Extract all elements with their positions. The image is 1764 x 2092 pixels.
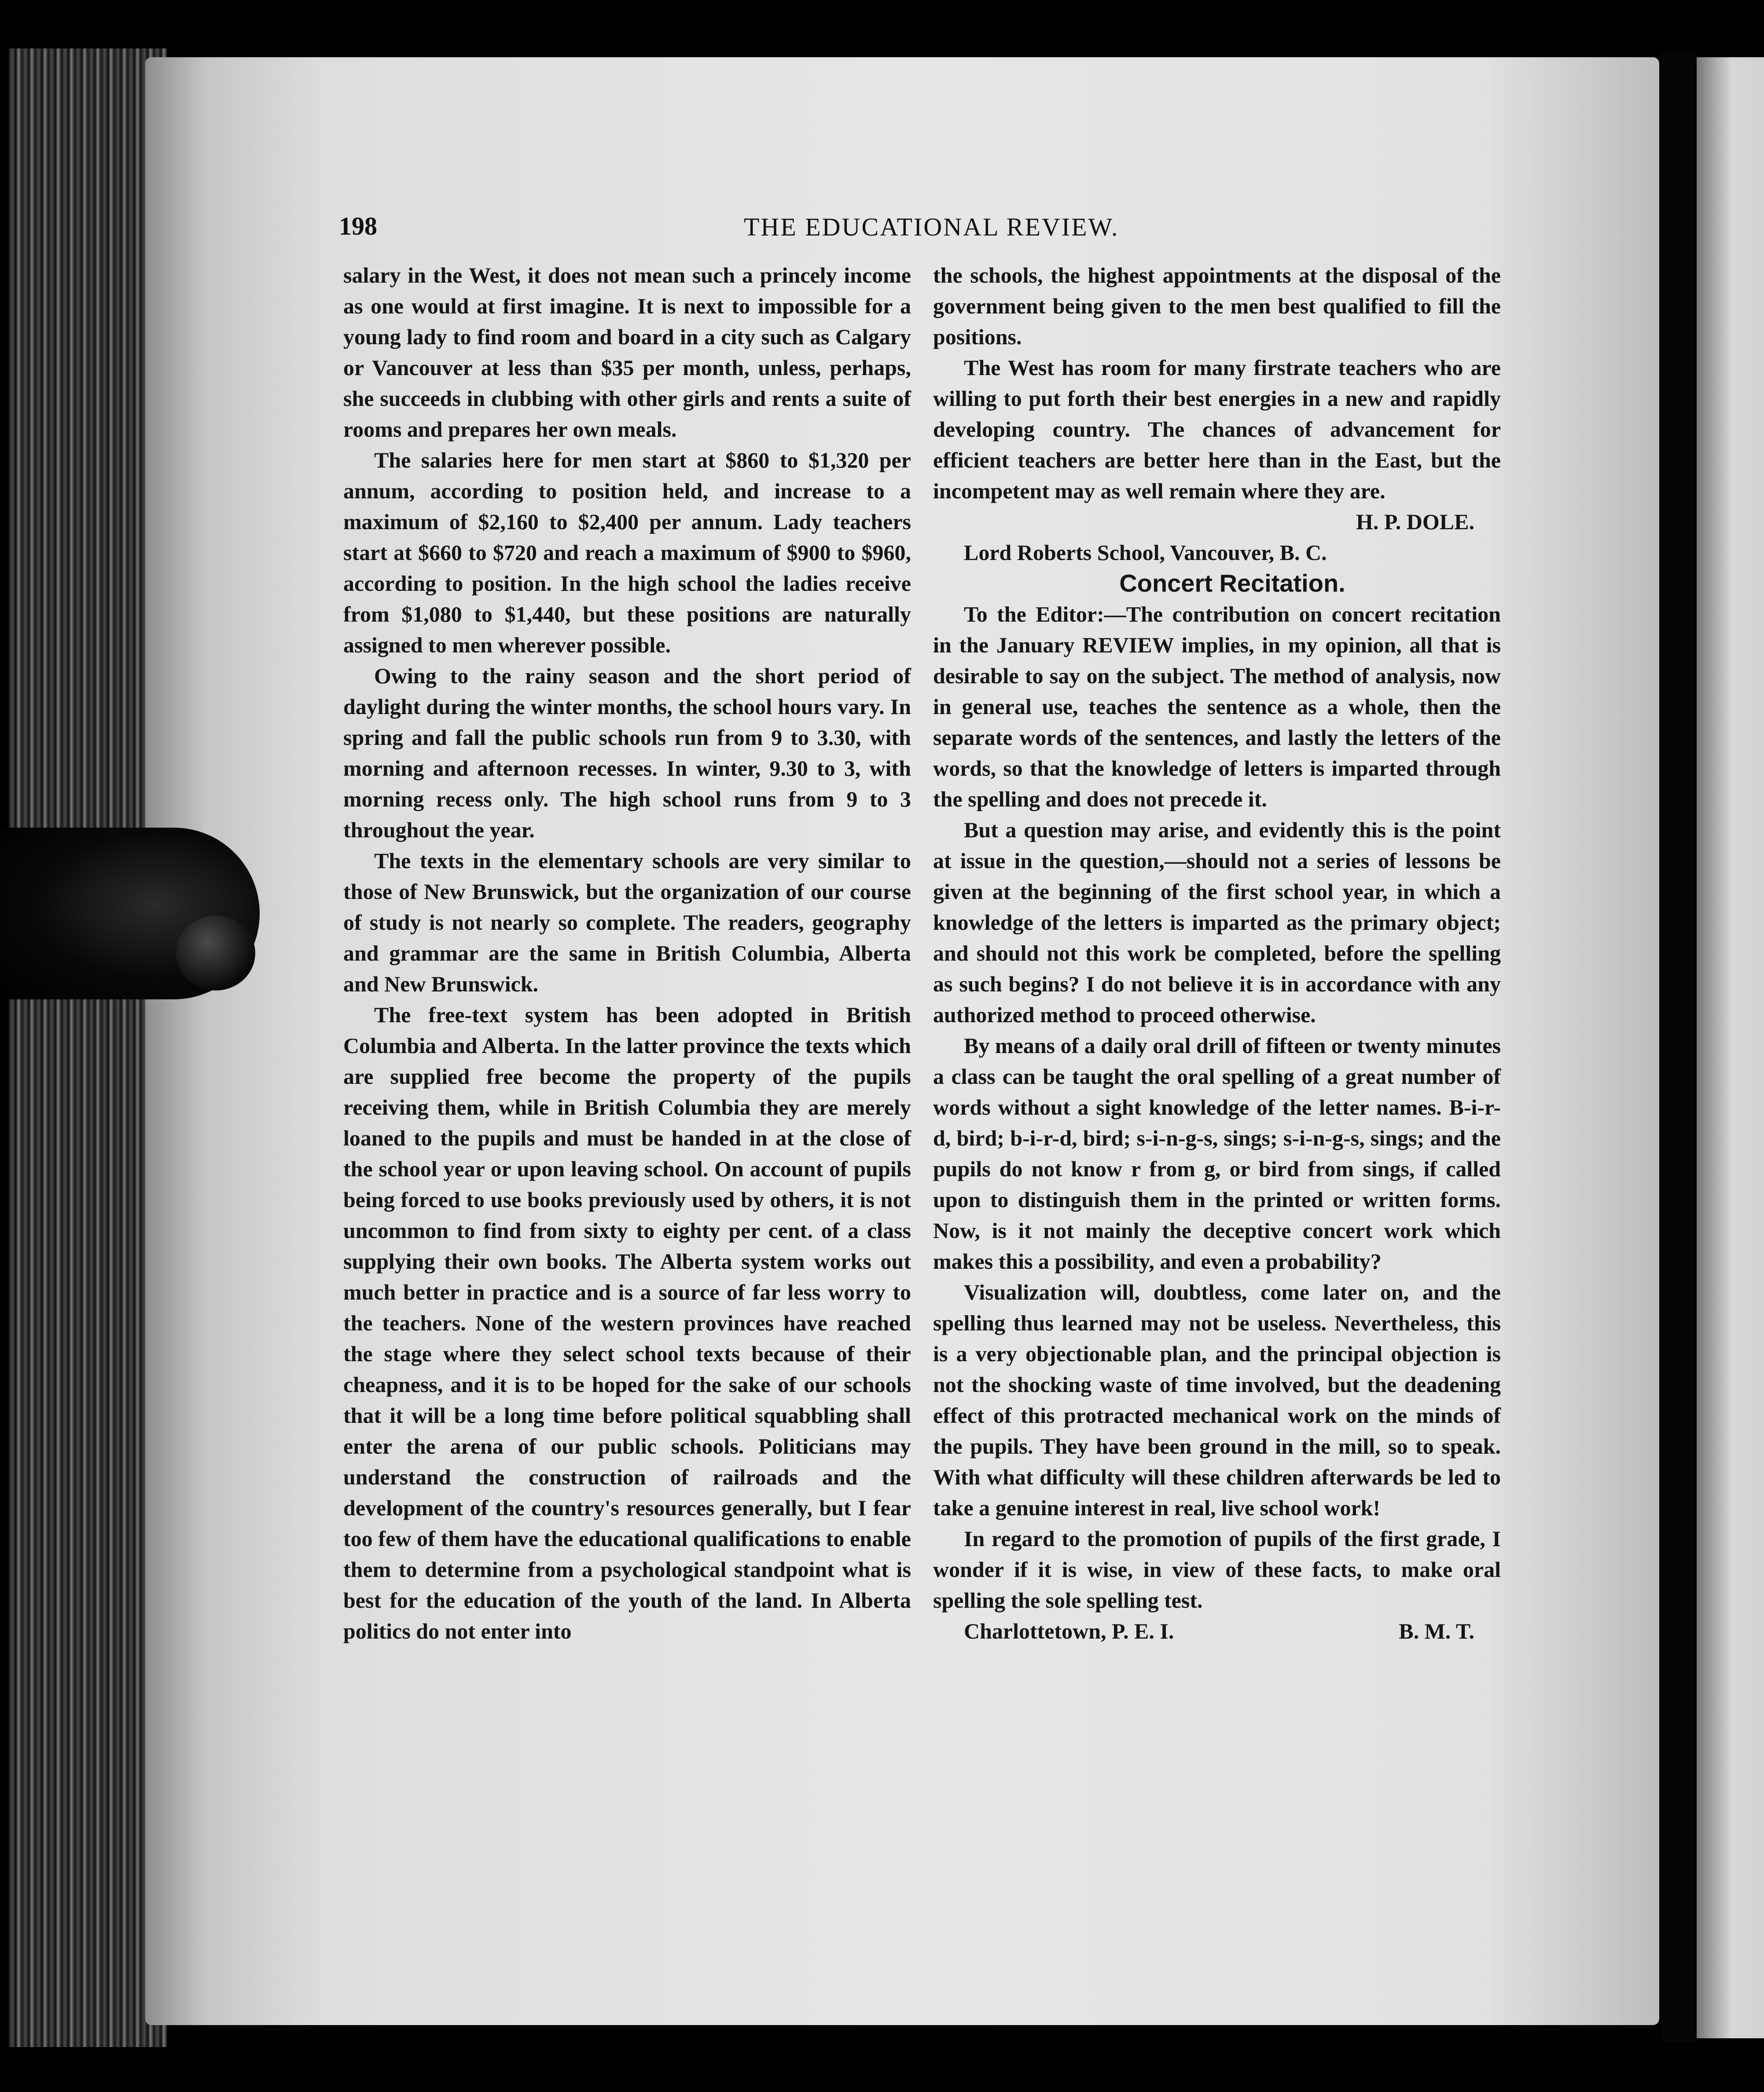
paragraph: To the Editor:—The contribution on concert recitation in the January REVIEW implies, in my opinion, all that is desirable to say on the subject. The method of analysis, now in general use, teaches the sentence as a whole, then the separate words of the sentences, and lastly the letters of the words, so that the knowledge of letters is imparted through the spelling and does not precede it. (933, 602, 1501, 811)
book-page-edges (9, 48, 167, 2047)
paragraph: In regard to the promotion of pupils of the first grade, I wonder if it is wise, in view of these facts, to make oral spelling the sole spelling test. (933, 1526, 1501, 1613)
left-column (343, 260, 911, 1646)
right-column (933, 260, 1501, 1646)
paragraph: By means of a daily oral drill of fifteen or twenty minutes a class can be taught the oral spelling of a great number of words without a sight knowledge of the letter names. B-i-r-d, bird; b-i-r-d, bird; s-i-n-g-s, sings; s-i-n-g-s, sings; and the pupils do not know r from g, or bird from sings, if called upon to distinguish them in the printed or written forms. Now, is it not mainly the deceptive concert work which makes this a possibility, and even a probability? (933, 1033, 1501, 1274)
paragraph: Owing to the rainy season and the short period of daylight during the winter months, the school hours vary. In spring and fall the public schools run from 9 to 3.30, with morning and afternoon recesses. In winter, 9.30 to 3, with morning recess only. The high school runs from 9 to 3 throughout the year. (343, 663, 911, 842)
letter-signature: B. M. T. (1399, 1619, 1474, 1643)
author-signature: H. P. DOLE. (1356, 509, 1474, 534)
paragraph: The free-text system has been adopted in British Columbia and Alberta. In the latter province the texts which are supplied free become the property of the pupils receiving them, while in British Columbia they are merely loaned to the pupils and must be handed in at the close of the school year or upon leaving school. On account of pupils being forced to use books previously used by others, it is not uncommon to find from sixty to eighty per cent. of a class supplying their own books. The Alberta system works out much better in practice and is a source of far less worry to the teachers. None of the western provinces have reached the stage where they select school texts because of their cheapness, and it is to be hoped for the sake of our schools that it will be a long time before political squabbling shall enter the arena of our public schools. Politicians may understand the construction of railroads and the development of the country's resources generally, but I fear too few of them have the educational qualifications to enable them to determine from a psychological standpoint what is best for the education of the youth of the land. In Alberta politics do not enter into (343, 1002, 911, 1643)
letter-signoff (933, 1616, 1501, 1646)
paragraph: The texts in the elementary schools are very similar to those of New Brunswick, but the organization of our course of study is not nearly so complete. The readers, geography and grammar are the same in British Columbia, Alberta and New Brunswick. (343, 848, 911, 996)
facing-page-edge (1686, 57, 1764, 2038)
paragraph: The salaries here for men start at $860 to $1,320 per annum, according to position held, and increase to a maximum of $2,160 to $2,400 per annum. Lady teachers start at $660 to $720 and reach a maximum of $900 to $960, according to position. In the high school the ladies receive from $1,080 to $1,440, but these positions are naturally assigned to men wherever possible. (343, 448, 911, 657)
paragraph: salary in the West, it does not mean such a princely income as one would at first imagine. It is next to impossible for a young lady to find room and board in a city such as Calgary or Vancouver at less than $35 per month, unless, perhaps, she succeeds in clubbing with other girls and rents a suite of rooms and prepares her own meals. (343, 263, 911, 442)
running-title: THE EDUCATIONAL REVIEW. (744, 213, 1119, 241)
page-header (339, 207, 1505, 247)
book-spine-shadow (1661, 53, 1697, 2043)
page-number: 198 (339, 212, 377, 240)
letter-place: Charlottetown, P. E. I. (964, 1619, 1174, 1643)
article-heading: Concert Recitation. (1119, 569, 1345, 597)
thumbnail-highlight (176, 916, 255, 991)
paragraph: the schools, the highest appointments at the disposal of the government being given to the men best qualified to fill the positions. (933, 263, 1501, 349)
paragraph: But a question may arise, and evidently this is the point at issue in the question,—should not a series of lessons be given at the beginning of the first school year, in which a knowledge of the letters is imparted as the primary object; and should not this work be completed, before the spelling as such begins? I do not believe it is in accordance with any authorized method to proceed otherwise. (933, 818, 1501, 1027)
paragraph: Visualization will, doubtless, come later on, and the spelling thus learned may not be useless. Nevertheless, this is a very objectionable plan, and the principal objection is not the shocking waste of time involved, but the deadening effect of this protracted mechanical work on the minds of the pupils. They have been ground in the mill, so to speak. With what difficulty will these children afterwards be led to take a genuine interest in real, live school work! (933, 1280, 1501, 1520)
author-location: Lord Roberts School, Vancouver, B. C. (964, 540, 1327, 565)
paragraph: The West has room for many firstrate teachers who are willing to put forth their best energies in a new and rapidly developing country. The chances of advancement for efficient teachers are better here than in the East, but the incompetent may as well remain where they are. (933, 355, 1501, 503)
